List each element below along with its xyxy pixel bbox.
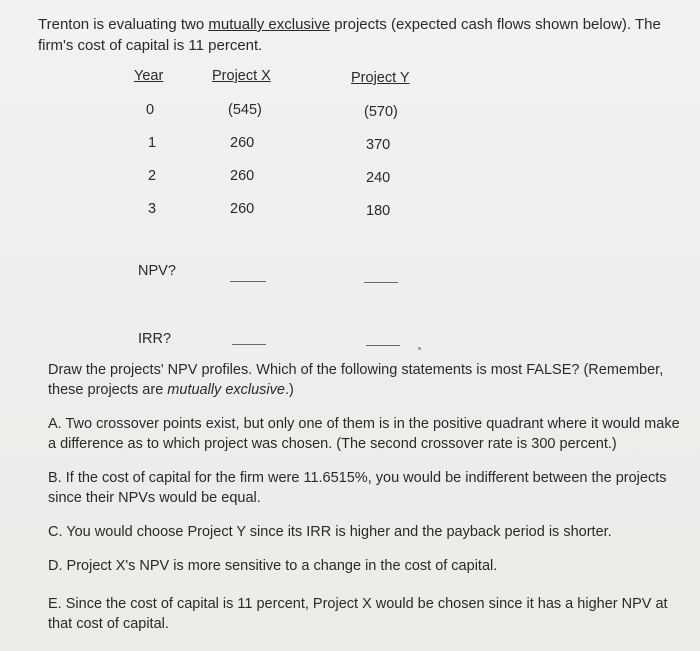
- npv-x-blank: [230, 281, 266, 282]
- prompt-text: Draw the projects' NPV profiles. Which of the following statements is most FALSE? (Remember, these projects are: [48, 362, 664, 398]
- option-e-text: Since the cost of capital is 11 percent, Project X would be chosen since it has a higher NPV at that cost of capital.: [48, 596, 668, 632]
- header-year: Year: [134, 68, 164, 84]
- year-cell-2: 2: [148, 168, 157, 184]
- npv-label: NPV?: [138, 263, 176, 279]
- header-project-x: Project X: [212, 68, 271, 84]
- question-intro: [38, 14, 678, 56]
- option-d-text: Project X's NPV is more sensitive to a change in the cost of capital.: [66, 558, 498, 574]
- project-x-cell-2: 260: [230, 168, 255, 184]
- year-cell-0: 0: [146, 102, 155, 118]
- irr-x-blank: [232, 344, 266, 345]
- option-a-text: Two crossover points exist, but only one of them is in the positive quadrant where it would make a difference as to which project was chosen. (The second crossover rate is 300 percent.): [48, 416, 680, 452]
- option-b-text: If the cost of capital for the firm were 11.6515%, you would be indifferent between the projects since their NPVs would be equal.: [48, 470, 667, 506]
- option-b[interactable]: [48, 468, 680, 508]
- stray-mark: [418, 347, 421, 350]
- irr-label: IRR?: [138, 331, 172, 347]
- year-cell-3: 3: [148, 201, 157, 217]
- project-y-cell-0: (570): [364, 104, 398, 120]
- project-y-cell-1: 370: [366, 137, 391, 153]
- header-project-y: Project Y: [351, 70, 410, 86]
- project-y-cell-3: 180: [366, 203, 391, 219]
- irr-y-blank: [366, 345, 400, 346]
- npv-y-blank: [364, 282, 398, 283]
- project-x-cell-0: (545): [228, 102, 262, 118]
- option-d-letter: D.: [48, 558, 63, 574]
- intro-text-end: projects (expected cash flows shown below). The firm's cost of capital is 11 percent.: [38, 16, 661, 54]
- year-cell-1: 1: [148, 135, 157, 151]
- question-prompt: [48, 360, 678, 400]
- option-d[interactable]: [48, 556, 680, 576]
- option-e[interactable]: [48, 594, 680, 634]
- project-y-cell-2: 240: [366, 170, 391, 186]
- option-c[interactable]: [48, 522, 680, 542]
- option-e-letter: E.: [48, 596, 62, 612]
- option-c-letter: C.: [48, 524, 63, 540]
- project-x-cell-1: 260: [230, 135, 255, 151]
- project-x-cell-3: 260: [230, 201, 255, 217]
- intro-text-start: Trenton is evaluating two: [38, 16, 209, 33]
- prompt-emphasis: mutually exclusive: [167, 382, 285, 398]
- intro-underlined-term: mutually exclusive: [208, 16, 331, 33]
- option-c-text: You would choose Project Y since its IRR is higher and the payback period is shorter.: [66, 524, 612, 540]
- prompt-end: .): [284, 382, 294, 398]
- option-a-letter: A.: [48, 416, 62, 432]
- option-b-letter: B.: [48, 470, 62, 486]
- option-a[interactable]: [48, 414, 680, 454]
